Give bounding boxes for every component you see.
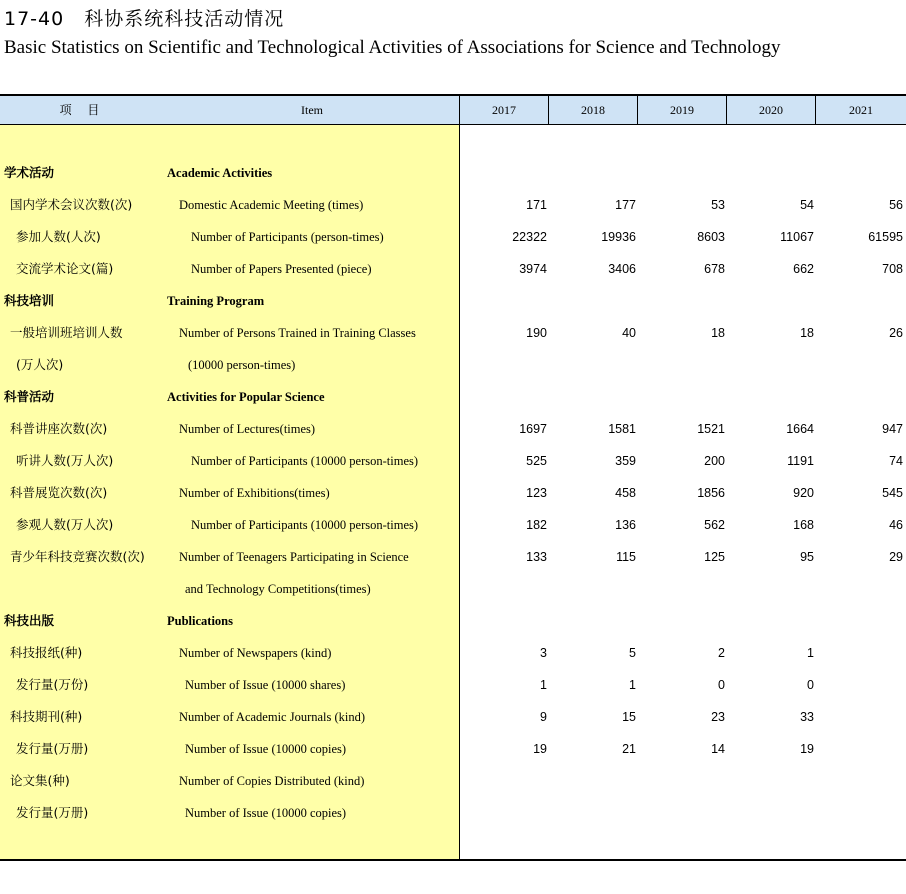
section-label-cn: 科技出版 [4,613,55,628]
value-cell-2017: 182 [526,518,547,532]
table-row [0,509,906,541]
value-cell-2017: 525 [526,454,547,468]
row-label-cn: 青少年科技竞赛次数(次) [10,549,145,564]
value-cell-2019: 53 [711,198,725,212]
section-row [0,605,906,637]
value-cell-2020: 95 [800,550,814,564]
section-label-cn: 科技培训 [4,293,55,308]
value-cell-2021: 46 [889,518,903,532]
section-label-en: Academic Activities [167,166,273,180]
table-row [0,317,906,349]
table-row [0,701,906,733]
value-cell-2020: 1664 [786,422,814,436]
row-label-en: Number of Academic Journals (kind) [179,710,366,724]
row-label-en: Number of Teenagers Participating in Science [179,550,409,564]
value-cell-2019: 23 [711,710,725,724]
section-label-en: Training Program [167,294,265,308]
row-label-cn: 科技报纸(种) [10,645,83,660]
value-cell-2021: 545 [882,486,903,500]
value-cell-2017: 1 [540,678,547,692]
section-label-en: Publications [167,614,233,628]
value-cell-2018: 15 [622,710,636,724]
value-cell-2020: 33 [800,710,814,724]
value-cell-2018: 115 [616,550,636,564]
value-cell-2018: 1 [629,678,636,692]
value-cell-2020: 11067 [780,230,814,244]
row-label-cn: 论文集(种) [10,773,70,788]
table-title-chinese: 17-40 科协系统科技活动情况 [4,8,285,30]
value-cell-2018: 3406 [608,262,636,276]
row-label-cn: 参加人数(人次) [16,229,101,244]
value-cell-2018: 19936 [601,230,636,244]
value-cell-2019: 562 [704,518,725,532]
row-label-en: Domestic Academic Meeting (times) [179,198,364,212]
header-year-2018: 2018 [549,96,638,124]
value-cell-2020: 0 [807,678,814,692]
row-label-en: Number of Lectures(times) [179,422,316,436]
value-cell-2020: 662 [793,262,814,276]
table-row [0,349,906,381]
value-cell-2019: 200 [704,454,725,468]
value-cell-2017: 1697 [519,422,547,436]
table-header [0,96,906,125]
value-cell-2021: 947 [882,422,903,436]
table-row [0,477,906,509]
value-cell-2019: 1856 [697,486,725,500]
row-label-cn: 参观人数(万人次) [16,517,114,532]
value-cell-2021: 29 [889,550,903,564]
table-row [0,637,906,669]
value-cell-2019: 14 [711,742,725,756]
value-cell-2019: 1521 [697,422,725,436]
value-cell-2018: 136 [615,518,636,532]
section-label-cn: 科普活动 [4,389,55,404]
row-label-en: Number of Copies Distributed (kind) [179,774,365,788]
row-label-en: Number of Participants (10000 person-times) [191,518,419,532]
value-cell-2018: 40 [622,326,636,340]
row-label-en: Number of Papers Presented (piece) [191,262,372,276]
table-row [0,669,906,701]
row-label-en: Number of Participants (10000 person-times) [191,454,419,468]
value-cell-2017: 9 [540,710,547,724]
header-year-2019: 2019 [638,96,727,124]
row-label-en: Number of Newspapers (kind) [179,646,332,660]
value-cell-2021: 708 [882,262,903,276]
table-row [0,573,906,605]
header-year-2020: 2020 [727,96,816,124]
bottom-rule [0,859,906,861]
value-cell-2021: 61595 [868,230,903,244]
value-cell-2020: 1191 [787,454,814,468]
table-row [0,221,906,253]
value-cell-2018: 1581 [608,422,636,436]
value-cell-2017: 123 [526,486,547,500]
row-label-cn: 交流学术论文(篇) [16,261,114,276]
value-cell-2020: 19 [800,742,814,756]
section-row [0,381,906,413]
value-cell-2020: 168 [793,518,814,532]
header-item-cn: 项 目 [59,103,106,117]
row-label-en: Number of Issue (10000 shares) [185,678,346,692]
section-label-en: Activities for Popular Science [167,390,325,404]
value-cell-2020: 920 [793,486,814,500]
value-cell-2017: 19 [533,742,547,756]
value-cell-2017: 190 [526,326,547,340]
row-label-en: (10000 person-times) [188,358,296,372]
row-label-en: Number of Issue (10000 copies) [185,742,347,756]
table-row [0,797,906,829]
row-label-cn: 发行量(万册) [16,805,89,820]
table-row [0,189,906,221]
row-label-en: Number of Persons Trained in Training Classes [179,326,416,340]
row-label-en: Number of Participants (person-times) [191,230,384,244]
section-label-cn: 学术活动 [4,165,55,180]
value-cell-2017: 22322 [512,230,547,244]
row-label-cn: 科普展览次数(次) [10,485,108,500]
header-year-2017: 2017 [460,96,549,124]
row-label-cn: (万人次) [16,357,64,372]
table-row [0,413,906,445]
header-year-2021: 2021 [849,103,873,117]
value-cell-2018: 458 [615,486,636,500]
row-label-cn: 国内学术会议次数(次) [10,197,133,212]
section-row [0,157,906,189]
section-row [0,285,906,317]
value-cell-2017: 3 [540,646,547,660]
row-label-en: Number of Exhibitions(times) [179,486,330,500]
value-cell-2018: 5 [629,646,636,660]
table-row [0,445,906,477]
value-cell-2017: 133 [526,550,547,564]
value-cell-2019: 125 [704,550,725,564]
value-cell-2020: 18 [800,326,814,340]
row-label-cn: 发行量(万册) [16,741,89,756]
row-label-en: and Technology Competitions(times) [185,582,371,596]
value-cell-2021: 26 [889,326,903,340]
row-label-cn: 听讲人数(万人次) [16,453,114,468]
value-cell-2019: 0 [718,678,725,692]
table-row [0,733,906,765]
value-cell-2021: 56 [889,198,903,212]
value-cell-2018: 359 [615,454,636,468]
header-item-en: Item [165,96,460,124]
value-cell-2021: 74 [889,454,903,468]
value-cell-2018: 21 [622,742,636,756]
row-label-cn: 一般培训班培训人数 [10,325,123,340]
value-cell-2018: 177 [615,198,636,212]
table-title-english: Basic Statistics on Scientific and Technological Activities of Associations for Science and Technology [4,37,781,58]
row-label-cn: 发行量(万份) [16,677,89,692]
row-label-cn: 科普讲座次数(次) [10,421,108,436]
row-label-en: Number of Issue (10000 copies) [185,806,347,820]
value-cell-2019: 678 [704,262,725,276]
value-cell-2020: 54 [800,198,814,212]
table-row [0,765,906,797]
value-cell-2017: 3974 [519,262,547,276]
value-cell-2020: 1 [807,646,814,660]
value-cell-2019: 2 [718,646,725,660]
value-cell-2017: 171 [526,198,547,212]
table-row [0,253,906,285]
value-cell-2019: 18 [711,326,725,340]
row-label-cn: 科技期刊(种) [10,709,83,724]
value-cell-2019: 8603 [697,230,725,244]
table-row [0,541,906,573]
